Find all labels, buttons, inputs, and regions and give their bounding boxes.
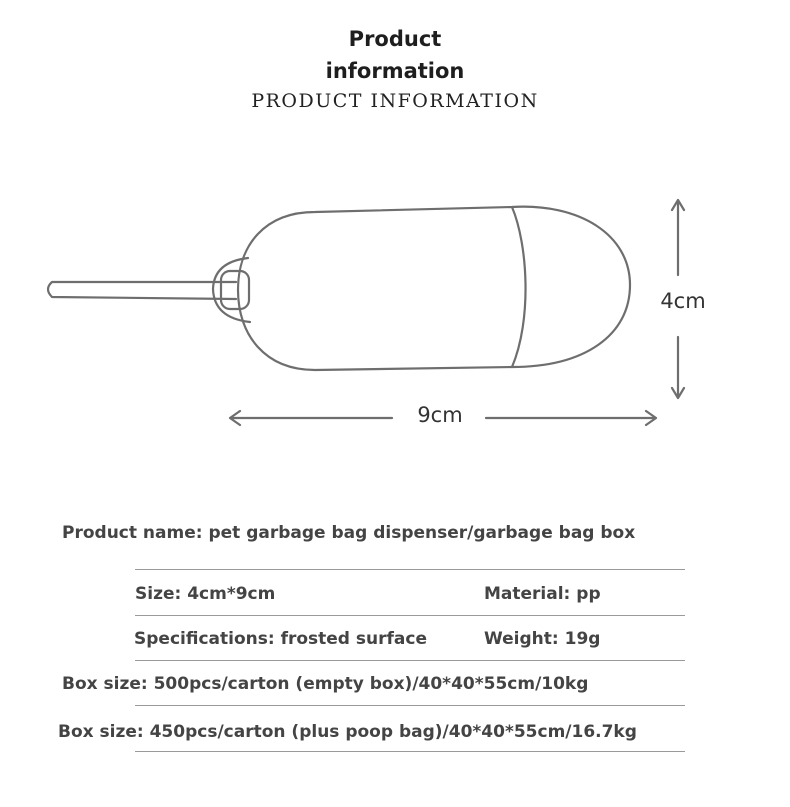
divider-3 xyxy=(135,660,685,661)
material-spec: Material: pp xyxy=(484,584,601,604)
box-size-full: Box size: 450pcs/carton (plus poop bag)/40*40*55cm/16.7kg xyxy=(58,722,637,742)
divider-5 xyxy=(135,751,685,752)
divider-2 xyxy=(135,615,685,616)
width-arrow-left xyxy=(230,411,392,425)
size-spec: Size: 4cm*9cm xyxy=(135,584,276,604)
box-size-empty: Box size: 500pcs/carton (empty box)/40*40*55cm/10kg xyxy=(62,674,589,694)
divider-1 xyxy=(135,569,685,570)
cap-seam xyxy=(512,207,526,367)
ring-hole xyxy=(221,271,249,309)
product-name: Product name: pet garbage bag dispenser/garbage bag box xyxy=(62,523,636,543)
strap xyxy=(48,282,236,299)
height-arrow-top xyxy=(672,200,684,275)
title-line-2: information xyxy=(325,59,465,83)
dispenser-body xyxy=(238,207,630,370)
ring-loop xyxy=(213,258,250,322)
width-arrow-right xyxy=(486,411,656,425)
width-label: 9cm xyxy=(417,403,463,427)
height-arrow-bottom xyxy=(672,337,684,398)
height-label: 4cm xyxy=(660,289,706,313)
subtitle: PRODUCT INFORMATION xyxy=(251,90,539,112)
weight-spec: Weight: 19g xyxy=(484,629,601,649)
specifications-spec: Specifications: frosted surface xyxy=(134,629,427,649)
title-line-1: Product xyxy=(348,27,442,51)
divider-4 xyxy=(135,705,685,706)
